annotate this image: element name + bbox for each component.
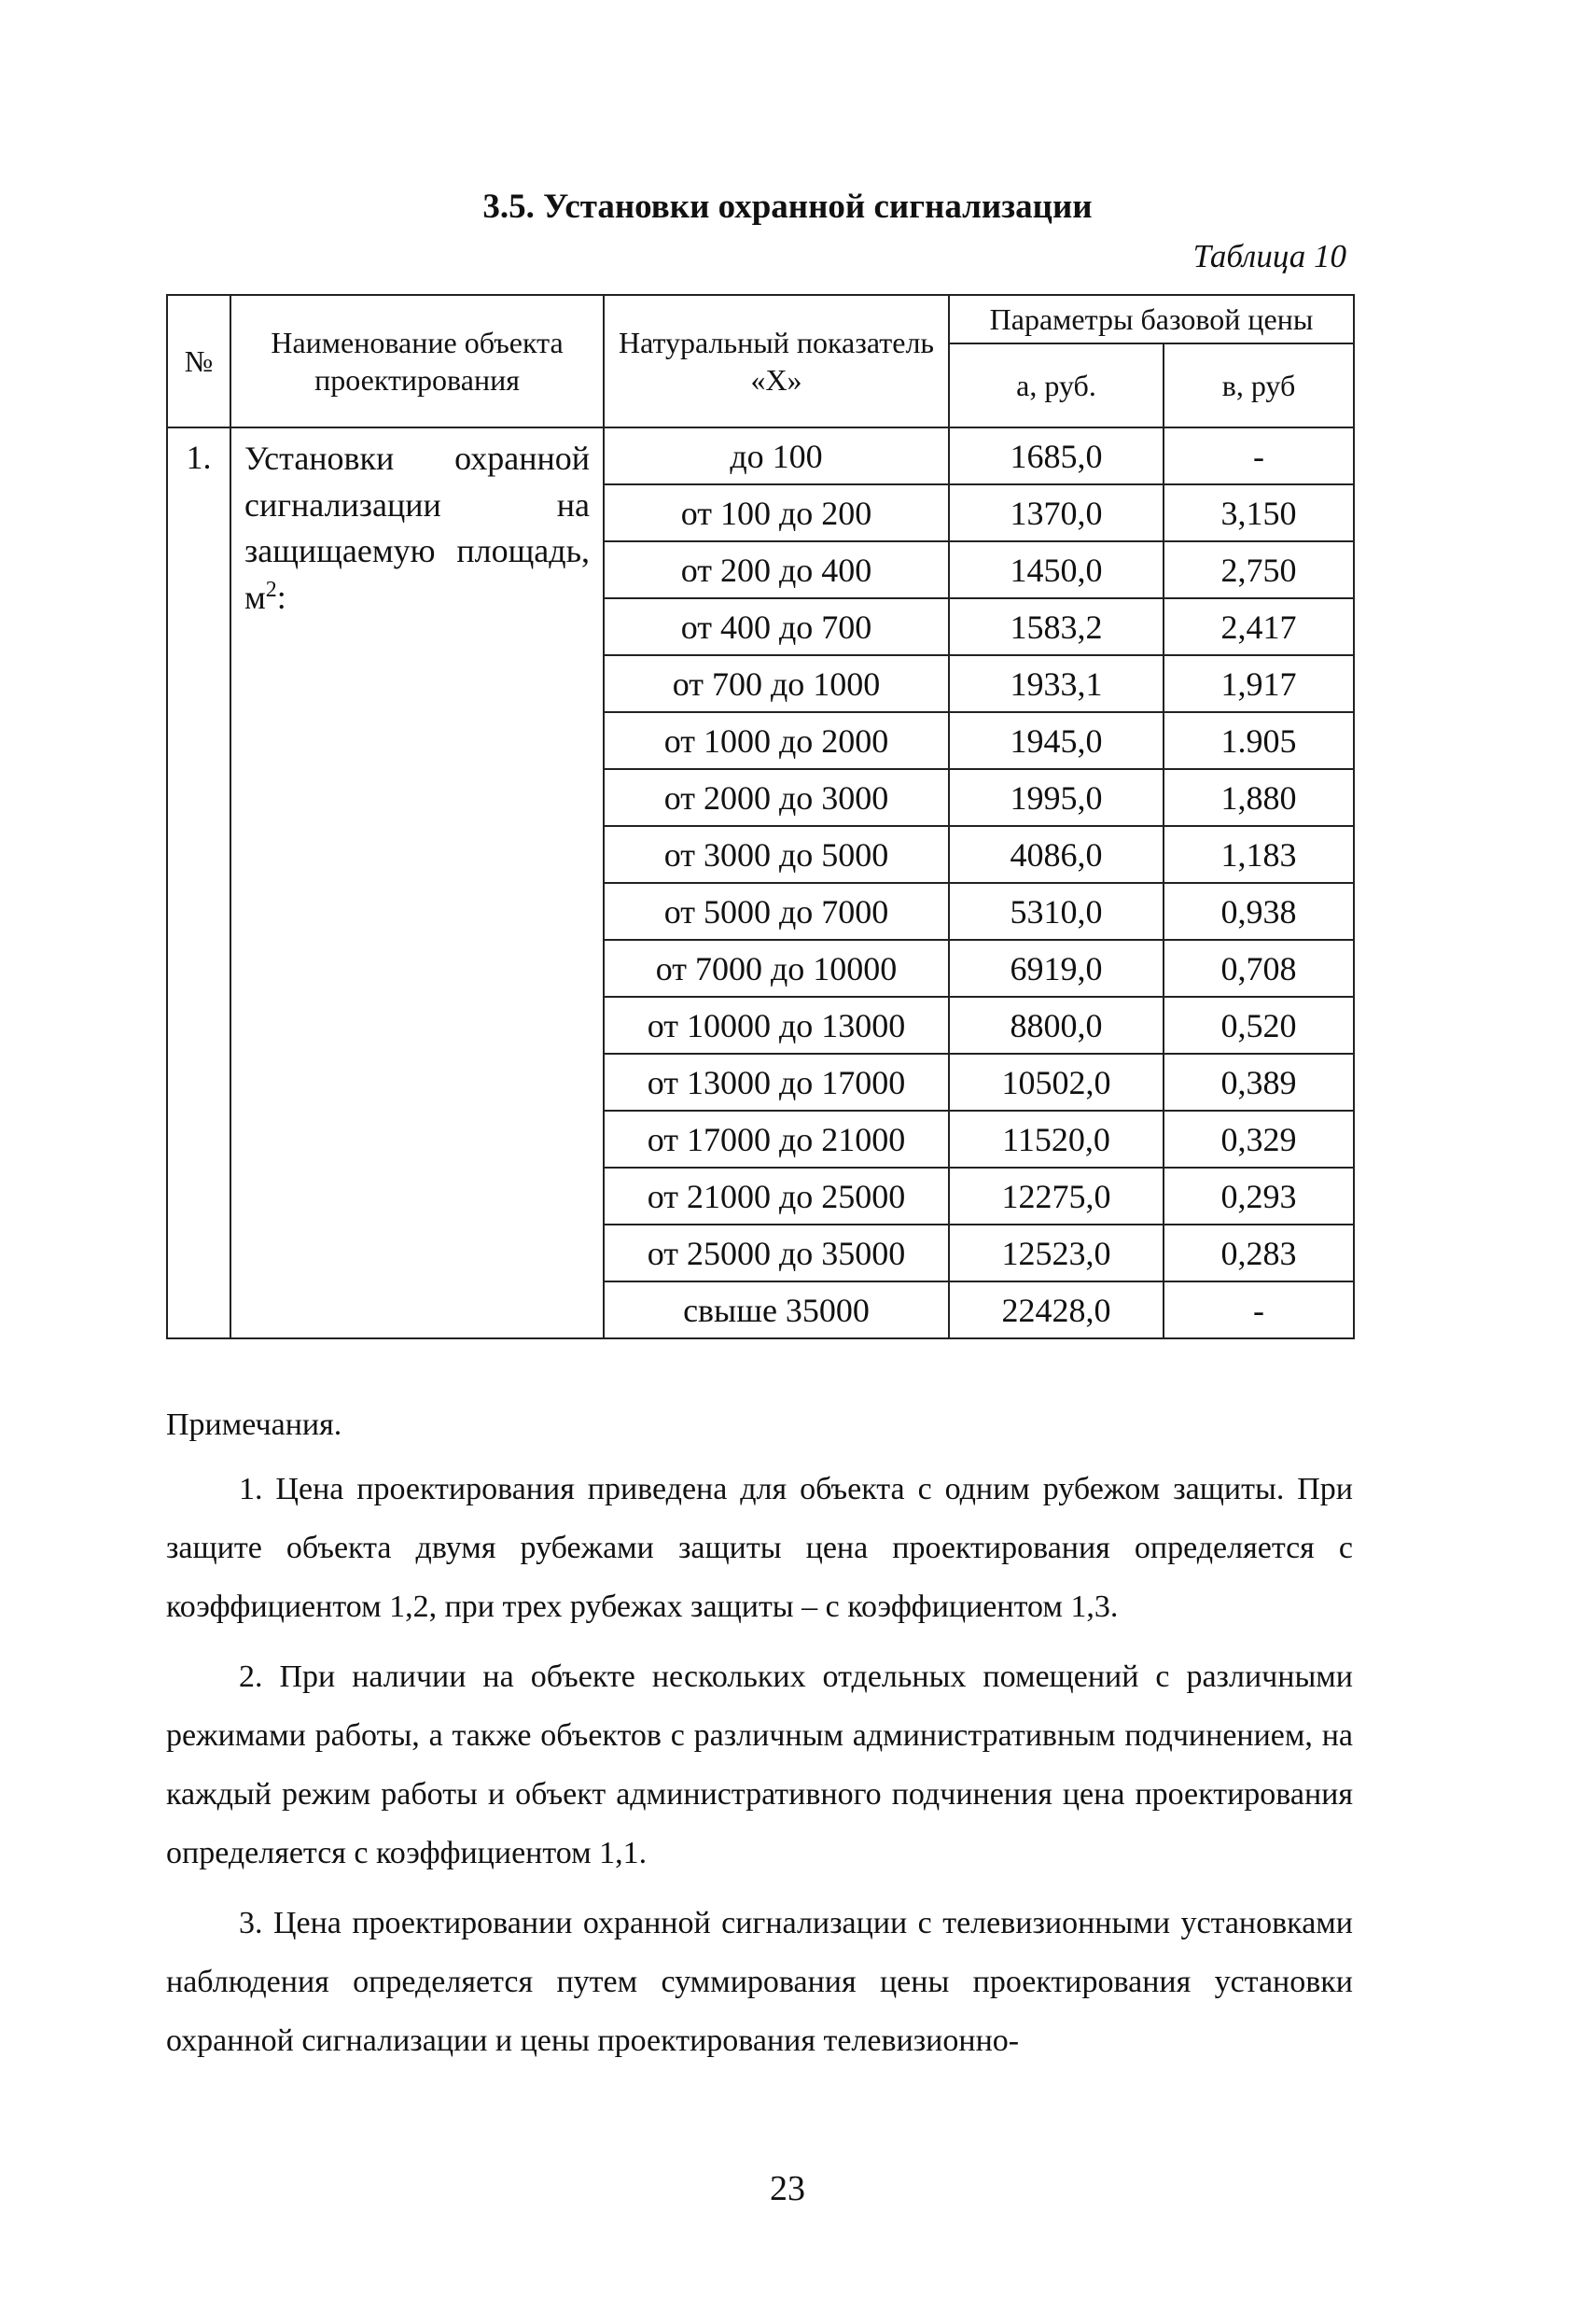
price-b-cell: 0,520 <box>1164 997 1354 1054</box>
price-a-cell: 1945,0 <box>949 712 1164 769</box>
range-cell: от 2000 до 3000 <box>604 769 949 826</box>
range-cell: от 700 до 1000 <box>604 655 949 712</box>
header-b: в, руб <box>1164 343 1354 427</box>
item-name-tail: : <box>276 579 286 617</box>
range-cell: от 400 до 700 <box>604 598 949 655</box>
price-b-cell: 1,183 <box>1164 826 1354 883</box>
range-cell: от 5000 до 7000 <box>604 883 949 940</box>
price-b-cell: 1,880 <box>1164 769 1354 826</box>
header-name: Наименование объекта проектирования <box>230 295 604 427</box>
price-a-cell: 11520,0 <box>949 1111 1164 1168</box>
range-cell: от 10000 до 13000 <box>604 997 949 1054</box>
price-a-cell: 10502,0 <box>949 1054 1164 1111</box>
header-indicator: Натуральный показатель «Х» <box>604 295 949 427</box>
item-name-superscript: 2 <box>265 578 277 603</box>
range-cell: от 100 до 200 <box>604 484 949 541</box>
item-number: 1. <box>167 427 230 1338</box>
price-b-cell: 0,283 <box>1164 1225 1354 1281</box>
price-a-cell: 6919,0 <box>949 940 1164 997</box>
price-a-cell: 1583,2 <box>949 598 1164 655</box>
section-title: 3.5. Установки охранной сигнализации <box>482 188 1093 226</box>
range-cell: от 200 до 400 <box>604 541 949 598</box>
price-b-cell: 2,750 <box>1164 541 1354 598</box>
table-row <box>167 427 1354 484</box>
price-b-cell: - <box>1164 427 1354 484</box>
price-a-cell: 5310,0 <box>949 883 1164 940</box>
price-a-cell: 1370,0 <box>949 484 1164 541</box>
table-body <box>167 427 1354 1338</box>
price-a-cell: 1995,0 <box>949 769 1164 826</box>
header-params: Параметры базовой цены <box>949 295 1354 343</box>
table-caption: Таблица 10 <box>1192 238 1346 274</box>
header-num: № <box>167 295 230 427</box>
header-a: а, руб. <box>949 343 1164 427</box>
price-b-cell: 0,389 <box>1164 1054 1354 1111</box>
page-number: 23 <box>770 2169 805 2208</box>
item-name <box>230 427 604 1338</box>
range-cell: от 13000 до 17000 <box>604 1054 949 1111</box>
price-b-cell: 3,150 <box>1164 484 1354 541</box>
price-a-cell: 8800,0 <box>949 997 1164 1054</box>
range-cell: от 1000 до 2000 <box>604 712 949 769</box>
price-b-cell: - <box>1164 1281 1354 1338</box>
notes-heading: Примечания. <box>166 1407 342 1442</box>
price-a-cell: 1685,0 <box>949 427 1164 484</box>
price-b-cell: 0,293 <box>1164 1168 1354 1225</box>
item-name-text: Установки охранной сигнализации на защищаемую площадь, м <box>244 440 590 617</box>
price-b-cell: 2,417 <box>1164 598 1354 655</box>
range-cell: до 100 <box>604 427 949 484</box>
price-a-cell: 4086,0 <box>949 826 1164 883</box>
price-a-cell: 12275,0 <box>949 1168 1164 1225</box>
price-b-cell: 1,917 <box>1164 655 1354 712</box>
note-item: 2. При наличии на объекте нескольких отдельных помещений с различными режимами работы, а также объектов с различным административным подчинением, на каждый режим работы и объект административного подчинения цена проектирования определяется с коэффициентом 1,1. <box>166 1659 1353 1870</box>
price-a-cell: 12523,0 <box>949 1225 1164 1281</box>
notes <box>166 1395 1353 2081</box>
range-cell: от 7000 до 10000 <box>604 940 949 997</box>
price-b-cell: 1.905 <box>1164 712 1354 769</box>
price-a-cell: 1933,1 <box>949 655 1164 712</box>
price-a-cell: 1450,0 <box>949 541 1164 598</box>
price-b-cell: 0,329 <box>1164 1111 1354 1168</box>
range-cell: от 21000 до 25000 <box>604 1168 949 1225</box>
note-item: 1. Цена проектирования приведена для объекта с одним рубежом защиты. При защите объекта двумя рубежами защиты цена проектирования определяется с коэффициентом 1,2, при трех рубежах защиты – с коэффициентом 1,3. <box>166 1472 1353 1624</box>
range-cell: от 17000 до 21000 <box>604 1111 949 1168</box>
range-cell: от 3000 до 5000 <box>604 826 949 883</box>
price-a-cell: 22428,0 <box>949 1281 1164 1338</box>
price-table <box>166 294 1355 1339</box>
price-b-cell: 0,938 <box>1164 883 1354 940</box>
price-b-cell: 0,708 <box>1164 940 1354 997</box>
range-cell: от 25000 до 35000 <box>604 1225 949 1281</box>
note-item: 3. Цена проектировании охранной сигнализации с телевизионными установками наблюдения определяется путем суммирования цены проектирования установки охранной сигнализации и цены проектирования телевизионно- <box>166 1906 1353 2058</box>
range-cell: свыше 35000 <box>604 1281 949 1338</box>
